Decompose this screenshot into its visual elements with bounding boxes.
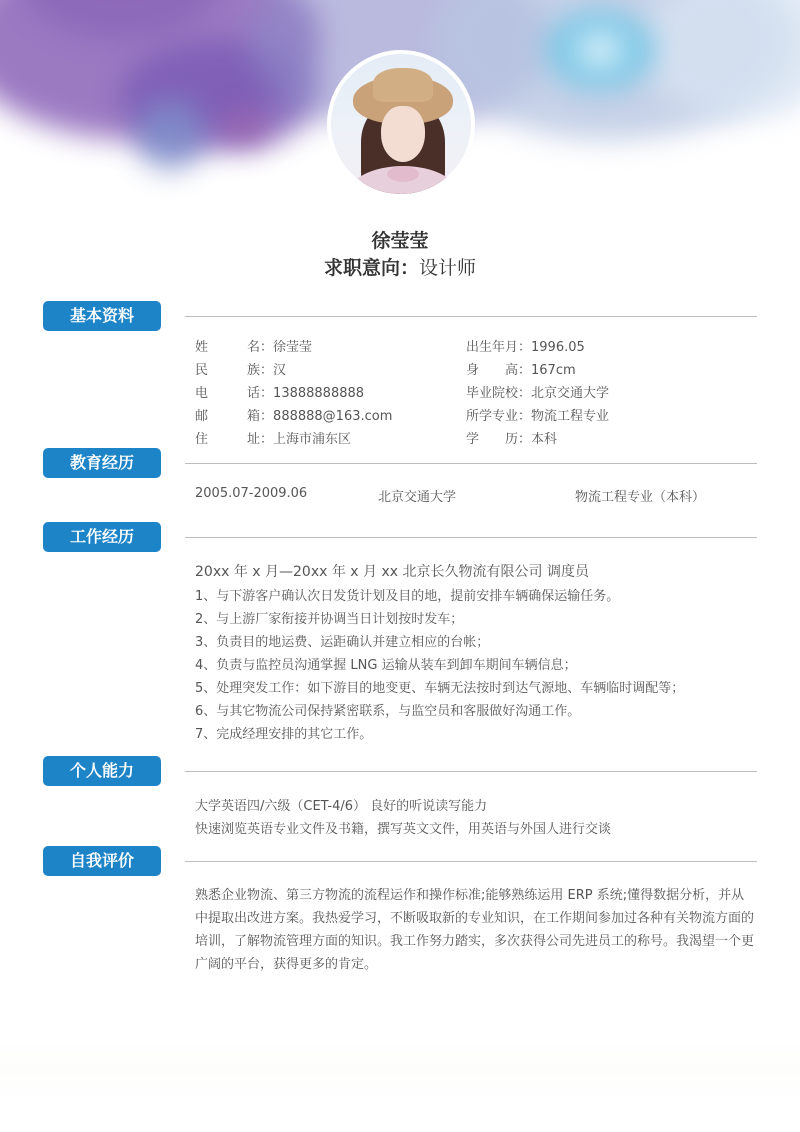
work-duty-item: 6、与其它物流公司保持紧密联系，与监空员和客服做好沟通工作。 (195, 704, 581, 719)
job-intent (0, 253, 800, 280)
skill-line: 快速浏览英语专业文件及书籍，撰写英文文件，用英语与外国人进行交谈 (195, 822, 612, 837)
section-tag-education: 教育经历 (43, 448, 161, 478)
candidate-name: 徐莹莹 (371, 230, 429, 252)
section-divider (185, 316, 757, 317)
work-duty-item: 7、完成经理安排的其它工作。 (195, 727, 373, 742)
field-email: 邮 箱：888888@163.com (195, 409, 393, 424)
field-birth-date: 出生年月：1996.05 (466, 340, 585, 355)
work-duty-item: 4、负责与监控员沟通掌握 LNG 运输从装车到卸车期间车辆信息； (195, 658, 577, 673)
field-address: 住 址：上海市浦东区 (195, 432, 352, 447)
section-tag-basic-info: 基本资料 (43, 301, 161, 331)
section-divider (185, 537, 757, 538)
field-school: 毕业院校：北京交通大学 (466, 386, 610, 401)
education-period: 2005.07-2009.06 (195, 486, 308, 501)
section-tag-skills: 个人能力 (43, 756, 161, 786)
field-degree: 学 历：本科 (466, 432, 558, 447)
section-tag-work-experience: 工作经历 (43, 522, 161, 552)
field-major: 所学专业：物流工程专业 (466, 409, 610, 424)
field-height: 身 高：167cm (466, 363, 576, 378)
field-ethnicity: 民 族：汉 (195, 363, 287, 378)
section-divider (185, 771, 757, 772)
field-name: 姓 名：徐莹莹 (195, 340, 313, 355)
job-intent-label: 求职意向： (323, 257, 419, 279)
section-tag-self-evaluation: 自我评价 (43, 846, 161, 876)
field-phone: 电 话：13888888888 (195, 386, 365, 401)
footer-fade-decoration (0, 1040, 800, 1100)
section-divider (185, 861, 757, 862)
work-duty-item: 5、处理突发工作：如下游目的地变更、车辆无法按时到达气源地、车辆临时调配等； (195, 681, 685, 696)
work-duty-item: 3、负责目的地运费、运距确认并建立相应的台帐； (195, 635, 490, 650)
section-divider (185, 463, 757, 464)
education-major: 物流工程专业（本科） (575, 490, 706, 505)
work-duty-item: 1、与下游客户确认次日发货计划及目的地，提前安排车辆确保运输任务。 (195, 589, 620, 604)
skill-line: 大学英语四/六级（CET-4/6） 良好的听说读写能力 (195, 799, 488, 814)
education-school: 北京交通大学 (378, 490, 457, 505)
profile-photo-avatar (327, 50, 475, 198)
job-intent-value: 设计师 (419, 257, 477, 279)
work-duty-item: 2、与上游厂家衔接并协调当日计划按时发车； (195, 612, 464, 627)
self-evaluation-text: 熟悉企业物流、第三方物流的流程运作和操作标准;能够熟练运用 ERP 系统;懂得数据分析，并从中提取出改进方案。我热爱学习，不断吸取新的专业知识，在工作期间参加过各种有关物流方面的培训，了解物流管理方面的知识。我工作努力踏实，多次获得公司先进员工的称号。我渴望一个更广阔的平台，获得更多的肯定。 (195, 888, 755, 972)
work-headline: 20xx 年 x 月—20xx 年 x 月 xx 北京长久物流有限公司 调度员 (195, 564, 589, 580)
